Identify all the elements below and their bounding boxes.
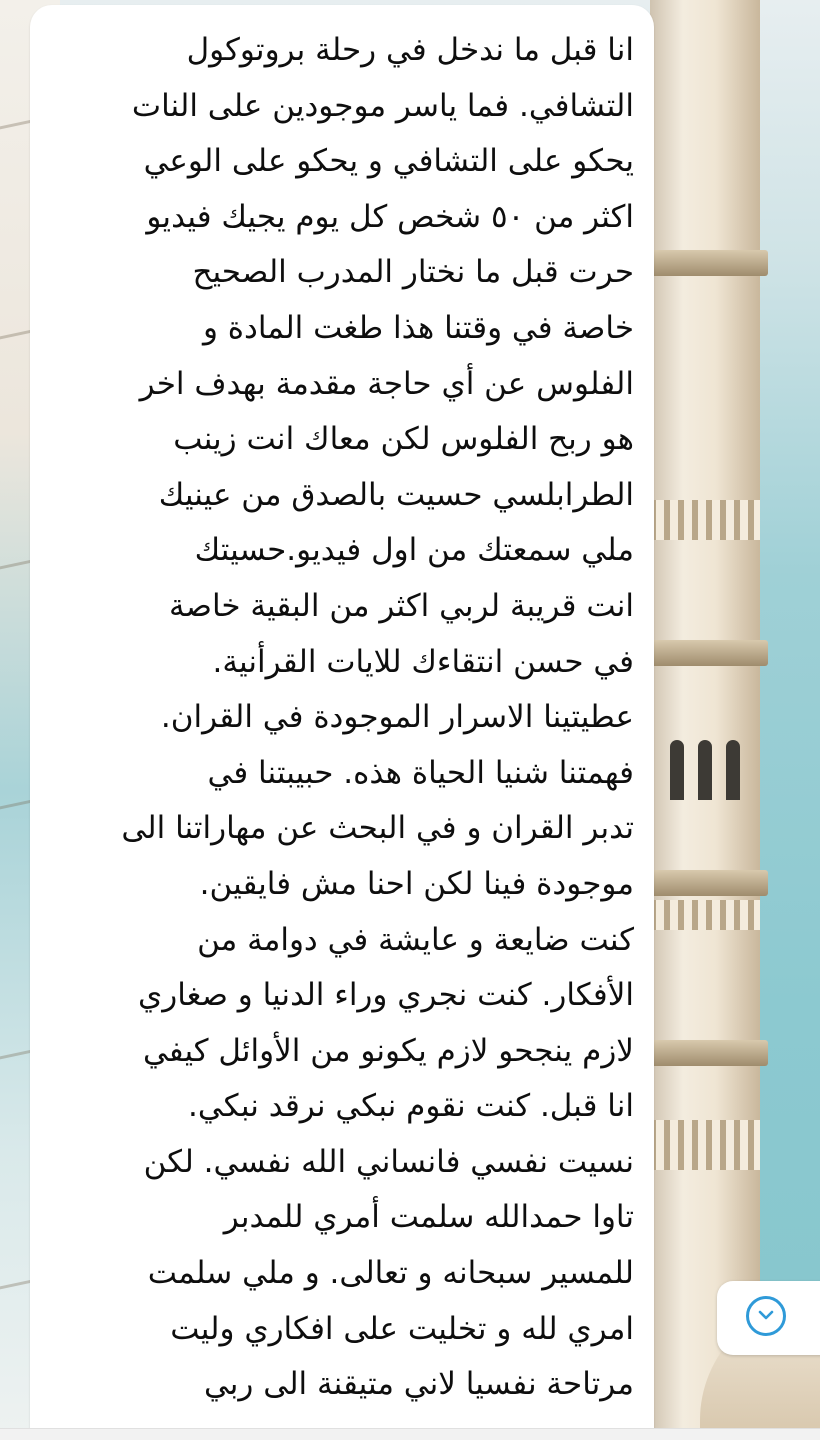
message-line: للمسير سبحانه و تعالى. و ملي سلمت (147, 1255, 634, 1292)
message-line: انت قريبة لربي اكثر من البقية خاصة (169, 587, 634, 624)
message-line: التشافي. فما ياسر موجودين على النات (131, 87, 634, 124)
message-line: كنت ضايعة و عايشة في دوامة من (197, 921, 634, 958)
bottom-edge (0, 1428, 820, 1440)
message-line: في حسن انتقاءك للايات القرأنية. (212, 643, 634, 680)
message-line: مرتاحة نفسيا لاني متيقنة الى ربي (203, 1366, 634, 1403)
message-line: ملي سمعتك من اول فيديو.حسيتك (194, 532, 634, 569)
message-line: تاوا حمدالله سلمت أمري للمدبر (223, 1199, 634, 1236)
message-line: خاصة في وقتنا هذا طغت المادة و (202, 309, 634, 346)
message-line: الفلوس عن أي حاجة مقدمة بهدف اخر (139, 365, 634, 402)
message-line: امري لله و تخليت على افكاري وليت (170, 1310, 634, 1347)
message-line: تدبر القران و في البحث عن مهاراتنا الى (121, 810, 634, 847)
message-text (30, 5, 654, 1413)
message-line: الطرابلسي حسيت بالصدق من عينيك (158, 476, 634, 513)
chevron-down-icon (746, 1296, 786, 1336)
message-line: انا قبل ما ندخل في رحلة بروتوكول (186, 32, 634, 68)
message-line: لازم ينجحو لازم يكونو من الأوائل كيفي (142, 1032, 634, 1069)
message-line: موجودة فينا لكن احنا مش فايقين. (199, 865, 634, 902)
message-line: فهمتنا شنيا الحياة هذه. حبيبتنا في (207, 754, 634, 791)
message-line: انا قبل. كنت نقوم نبكي نرقد نبكي. (188, 1088, 634, 1125)
message-line: هو ربح الفلوس لكن معاك انت زينب (173, 421, 634, 458)
message-line: عطيتينا الاسرار الموجودة في القران. (160, 699, 634, 736)
wallpaper-minaret (650, 0, 760, 1440)
message-line: يحكو على التشافي و يحكو على الوعي (143, 143, 634, 180)
message-line: نسيت نفسي فانساني الله نفسي. لكن (143, 1143, 634, 1180)
scroll-down-button[interactable] (717, 1281, 820, 1355)
message-bubble[interactable] (30, 5, 654, 1440)
message-line: حرت قبل ما نختار المدرب الصحيح (192, 254, 634, 291)
message-line: اكثر من ٥٠ شخص كل يوم يجيك فيديو (146, 198, 634, 235)
message-line: الأفكار. كنت نجري وراء الدنيا و صغاري (138, 977, 634, 1014)
